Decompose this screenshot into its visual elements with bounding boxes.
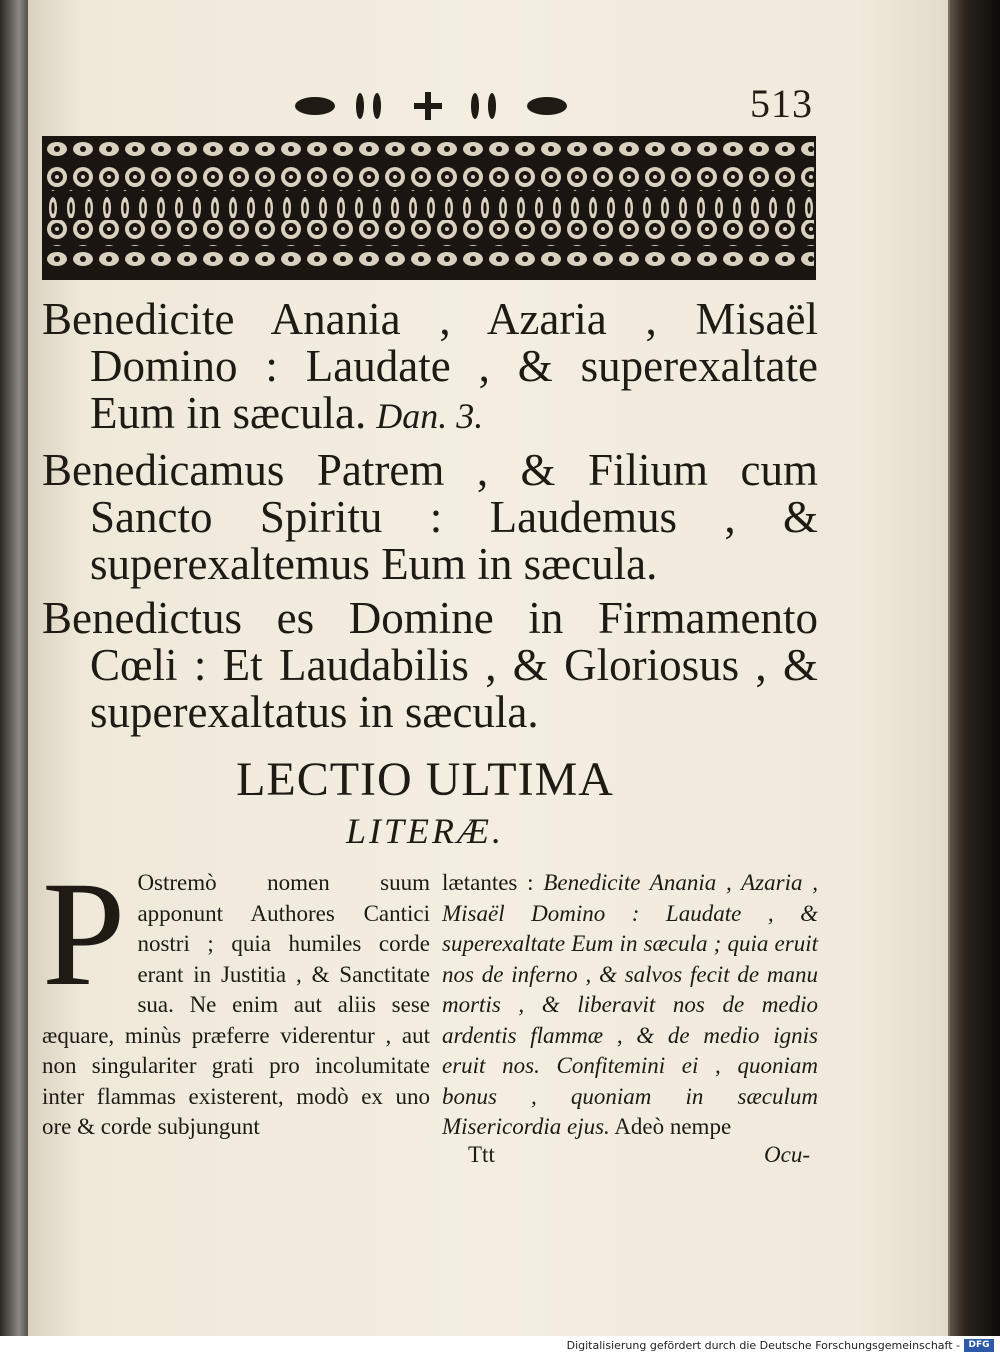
verse-2-text: Benedicamus Patrem , & Filium cum Sancto Spiritu : Laudemus , & superexaltemus Eum in sæcula. bbox=[42, 445, 818, 589]
lectio-subtitle: LITERÆ. bbox=[345, 811, 505, 851]
catchword: Ocu- bbox=[764, 1142, 810, 1167]
vignette-ornament bbox=[285, 88, 585, 124]
body-column-right bbox=[442, 868, 818, 1143]
verse-1-reference: Dan. 3. bbox=[376, 396, 484, 436]
verse-1 bbox=[42, 296, 818, 440]
body-right-quotation: Benedicite Anania , Azaria , Misaël Domino : Laudate , & superexaltate Eum in sæcula ; quia eruit nos de inferno , & salvos fecit de manu mortis , & liberavit nos de medio ardentis flammæ , & de medio ignis eruit nos. Confitemini ei , quoniam bonus , quoniam in sæculum Misericordia ejus. bbox=[442, 870, 818, 1139]
lectio-title: LECTIO ULTIMA bbox=[236, 753, 614, 806]
body-column-left bbox=[42, 851, 430, 1143]
drop-cap-initial: P bbox=[42, 851, 126, 1017]
verse-block bbox=[42, 296, 818, 743]
digitization-footer bbox=[0, 1336, 1000, 1356]
body-right-lead: lætantes : bbox=[442, 870, 534, 895]
verse-3 bbox=[42, 595, 818, 736]
page-number: 513 bbox=[750, 81, 813, 126]
page-fore-edge bbox=[950, 0, 1000, 1336]
funding-credit: Digitalisierung gefördert durch die Deutsche Forschungsgemeinschaft - bbox=[566, 1339, 960, 1352]
decorative-headpiece bbox=[42, 136, 816, 280]
headpiece-pattern bbox=[44, 138, 814, 278]
ornamental-vignette bbox=[285, 88, 585, 124]
verse-1-text: Benedicite Anania , Azaria , Misaël Domino : Laudate , & superexaltate Eum in sæcula. bbox=[42, 294, 818, 438]
verse-3-text: Benedictus es Domine in Firmamento Cœli : Et Laudabilis , & Gloriosus , & superexaltatus in sæcula. bbox=[42, 593, 818, 737]
verse-2 bbox=[42, 447, 818, 588]
dfg-logo-icon: DFG bbox=[964, 1339, 994, 1352]
body-right-tail: Adeò nempe bbox=[614, 1114, 732, 1139]
signature-mark: Ttt bbox=[468, 1142, 495, 1167]
body-left-text: Ostremò nomen suum apponunt Authores Cantici nostri ; quia humiles corde erant in Justitia , & Sanctitate sua. Ne enim aut aliis sese æquare, minùs præferre viderentur , aut non singulariter grati pro incolumitate inter flammas existerent, modò ex uno ore & corde subjungunt bbox=[42, 870, 430, 1139]
